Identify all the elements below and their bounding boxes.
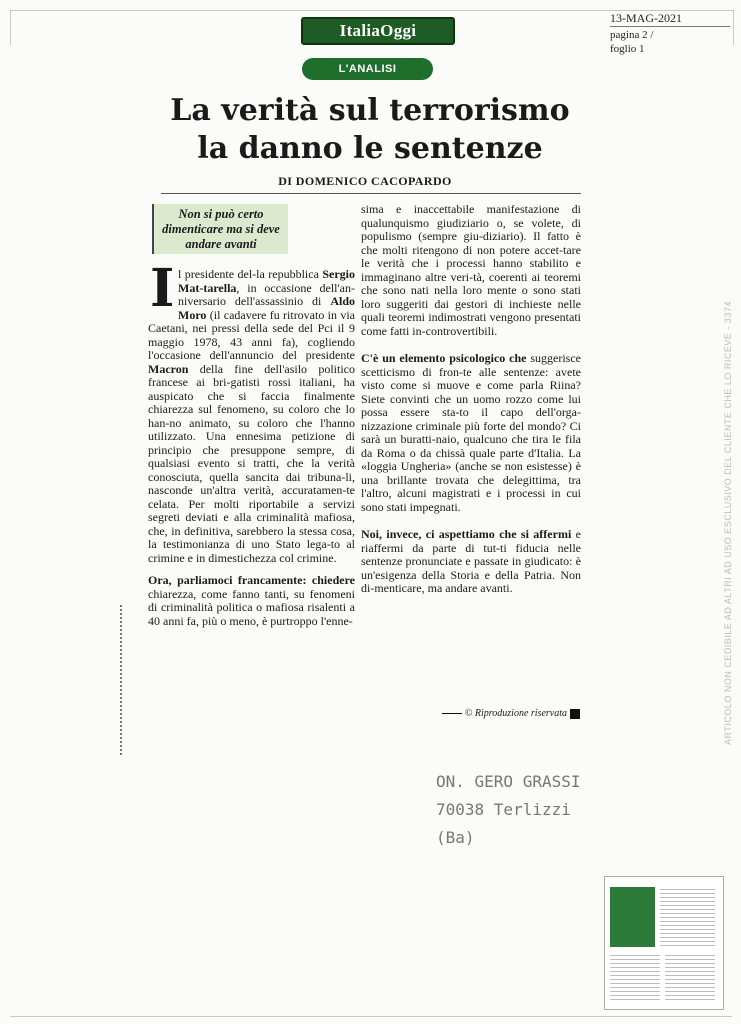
- masthead-logo: ItaliaOggi: [301, 17, 455, 45]
- ink-stamp: [436, 768, 616, 852]
- headline: [120, 92, 620, 168]
- para1-text-b: , in occasione dell'an-niversario dell'assassinio di: [178, 280, 355, 308]
- para5-lead: Noi, invece, ci aspettiamo che si affermi: [361, 527, 572, 541]
- name-moro: Aldo Moro: [178, 294, 355, 322]
- name-mattarella: Sergio Mat-tarella: [178, 267, 356, 295]
- page-number: pagina 2 /: [610, 29, 654, 41]
- para1-text-a: l presidente del-la repubblica: [178, 267, 319, 281]
- paragraph-1: [148, 258, 356, 565]
- article-column-2: [361, 203, 581, 596]
- para2-text: chiarezza, come fanno tanti, su fenomeni di criminalità politica o mafiosa risalenti a 40 anni fa, più o meno, è purtroppo l'enne-: [148, 586, 355, 628]
- para1-text-c: (il cadavere fu ritrovato in via Caetani, nei pressi della sede del Pci il 9 maggio 1978, 43 anni fa), cogliendo l'occasione dell'annuncio del presidente: [148, 307, 355, 362]
- vertical-notice: ARTICOLO NON CEDIBILE AD ALTRI AD USO ESCLUSIVO DEL CLIENTE CHE LO RICEVE - 3374: [723, 301, 733, 745]
- drop-cap: I: [150, 258, 175, 319]
- article-column-1: [148, 258, 356, 628]
- byline: DI DOMENICO CACOPARDO: [278, 174, 452, 188]
- para2-lead: Ora, parliamoci francamente: chiedere: [148, 573, 355, 587]
- page-frame-bottom: [10, 1016, 732, 1017]
- headline-line-1: La verità sul terrorismo: [170, 93, 570, 128]
- paragraph-3: sima e inaccettabile manifestazione di qualunquismo giudiziario o, se volete, di populismo (sempre giu-diziario). Il fatto è che molti ritengono di non potere accet-tare le verità che i processi hanno stabilito e immaginano altre veri-tà, coerenti ai teoremi che sono nati nella loro mente o sono stati loro suggeriti dai gestori di inchieste nelle quali teoremi indimostrati vengono presentati come fatti in-controvertibili.: [361, 202, 581, 338]
- stamp-line-2: 70038 Terlizzi (Ba): [436, 800, 571, 847]
- para1-text-d: della fine dell'asilo politico francese ai bri-gatisti rossi italiani, ha auspicato che si faccia finalmente chiarezza sul fenomeno, su coloro che lo han-no animato, su coloro che l'hanno utilizzato. Una ennesima petizione di principio che presuppone sempre, di qualsiasi evento si tratti, che la verità conosciuta, quella sancita dai tribuna-li, nasconde un'altra verità, accuratamen-te celata. Per molti riportabile a servizi segreti deviati e alla criminalità mafiosa, che, in definitiva, sarebbero la stessa cosa, la testimonianza di uno Stato lega-to al crimine e in dimestichezza col crimine.: [148, 361, 355, 565]
- pull-quote-box: Non si può certo dimenticare ma si deve andare avanti: [152, 204, 288, 254]
- thumbnail-text-lines: [660, 889, 715, 949]
- thumbnail-text-lines-2: [610, 955, 660, 1003]
- section-label: L'ANALISI: [302, 58, 433, 80]
- byline-divider: [161, 193, 581, 194]
- date-block: [610, 11, 730, 56]
- sheet-number: foglio 1: [610, 43, 645, 55]
- para4-text: suggerisce scetticismo di fron-te alle sentenze: avete visto come si muove e come parla Riina? Siete convinti che un uomo rozzo come lui possa essere sta-to il capo dell'orga-nizzazione criminale più forte del mondo? Ci sarà un buratti-naio, qualcuno che tira le fila da Roma o da chissà quale parte d'Italia. La «loggia Ungheria» (anche se non esistesse) è una brillante trovata che delegittima, tra l'altro, alcuni magistrati e i processi in cui sono stati impegnati.: [361, 351, 581, 514]
- thumbnail-green-block: [610, 887, 655, 947]
- name-macron: Macron: [148, 361, 189, 376]
- paragraph-2: [148, 574, 355, 628]
- paragraph-4: [361, 352, 581, 514]
- headline-line-2: la danno le sentenze: [197, 131, 543, 166]
- page-thumbnail: [604, 876, 724, 1010]
- publication-date: 13-MAG-2021: [610, 11, 682, 25]
- margin-mark: [120, 605, 122, 755]
- endmark-dash: [442, 713, 462, 714]
- copyright-endmark: [430, 708, 580, 719]
- para4-lead: C'è un elemento psicologico che: [361, 351, 527, 365]
- para5-text: e riaffermi da parte di tut-ti fiducia nelle sentenze pronunciate e passate in giudicato: è un'esigenza della Storia e della Patria. Non di-menticare, ma andare avanti.: [361, 527, 581, 595]
- copyright-text: © Riproduzione riservata: [464, 708, 567, 719]
- thumbnail-text-lines-3: [665, 955, 715, 1003]
- stamp-line-1: ON. GERO GRASSI: [436, 772, 581, 791]
- end-square-icon: [570, 709, 580, 719]
- paragraph-5: [361, 528, 581, 596]
